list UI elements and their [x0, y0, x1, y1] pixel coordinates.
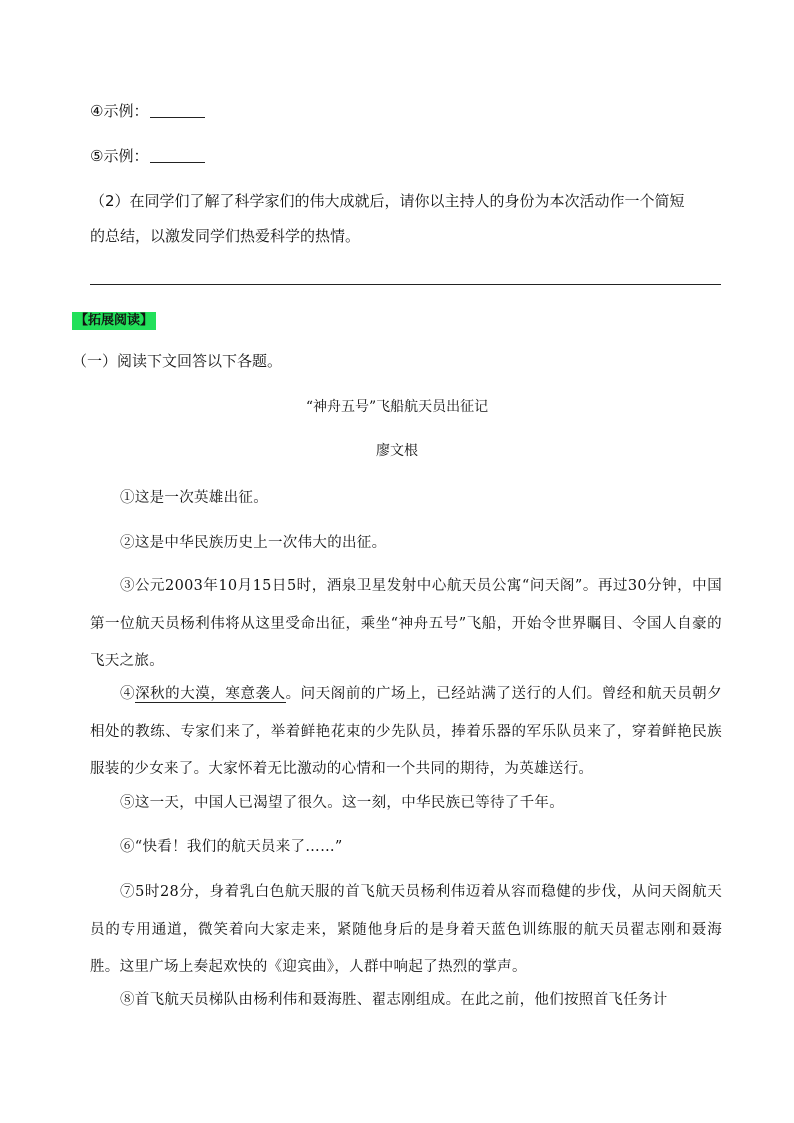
question-4-text: ④示例：: [90, 102, 149, 120]
answer-line[interactable]: [90, 284, 721, 285]
question-5-line: [90, 145, 724, 167]
paragraph-5: ⑤这一天，中国人已渴望了很久。这一刻，中华民族已等待了千年。: [120, 795, 564, 811]
article-author: 廖文根: [376, 443, 418, 459]
article-title: “神舟五号”飞船航天员出征记: [305, 399, 489, 415]
paragraph-6: ⑥“快看！我们的航天员来了……”: [120, 839, 343, 855]
paragraph-8: ⑧首飞航天员梯队由杨利伟和聂海胜、翟志刚组成。在此之前，他们按照首飞任务计: [120, 992, 668, 1008]
reading-prompt: （一）阅读下文回答以下各题。: [72, 352, 283, 370]
paragraph-2: ②这是中华民族历史上一次伟大的出征。: [120, 535, 387, 551]
question-5-text: ⑤示例：: [90, 147, 149, 165]
paragraph-4-text: 。问天阁前的广场上，已经站满了送行的人们。曾经和航天员朝夕相处的教练、专家们来了，举着鲜艳花束的少先队员，捧着乐器的军乐队员来了，穿着鲜艳民族服装的少女来了。大家怀着无比激动的心情和一个共同的期待，为英雄送行。: [90, 686, 722, 777]
paragraph-4-underlined-phrase: 深秋的大漠，寒意袭人: [135, 686, 286, 702]
answer-blank-5[interactable]: [150, 146, 205, 163]
paragraph-3: ③公元2003年10月15日5时，酒泉卫星发射中心航天员公寓“问天阁”。再过30分钟，中国第一位航天员杨利伟将从这里受命出征，乘坐“神舟五号”飞船，开始令世界瞩目、令国人自豪的飞天之旅。: [90, 578, 722, 669]
paragraph-4: [90, 676, 722, 789]
section-tag: 【拓展阅读】: [72, 312, 156, 330]
paragraph-7: ⑦5时28分，身着乳白色航天服的首飞航天员杨利伟迈着从容而稳健的步伐，从问天阁航天员的专用通道，微笑着向大家走来，紧随他身后的是身着天蓝色训练服的航天员翟志刚和聂海胜。这里广场上奏起欢快的《迎宾曲》，人群中响起了热烈的掌声。: [90, 884, 722, 975]
question-4-line: [90, 100, 724, 122]
paragraph-1: ①这是一次英雄出征。: [120, 490, 268, 506]
answer-blank-4[interactable]: [150, 101, 205, 118]
paragraph-4-number: ④: [120, 686, 136, 702]
question-2-line-1: （2）在同学们了解了科学家们的伟大成就后，请你以主持人的身份为本次活动作一个简短: [90, 192, 685, 210]
question-2-line-2: 的总结，以激发同学们热爱科学的热情。: [90, 227, 361, 245]
